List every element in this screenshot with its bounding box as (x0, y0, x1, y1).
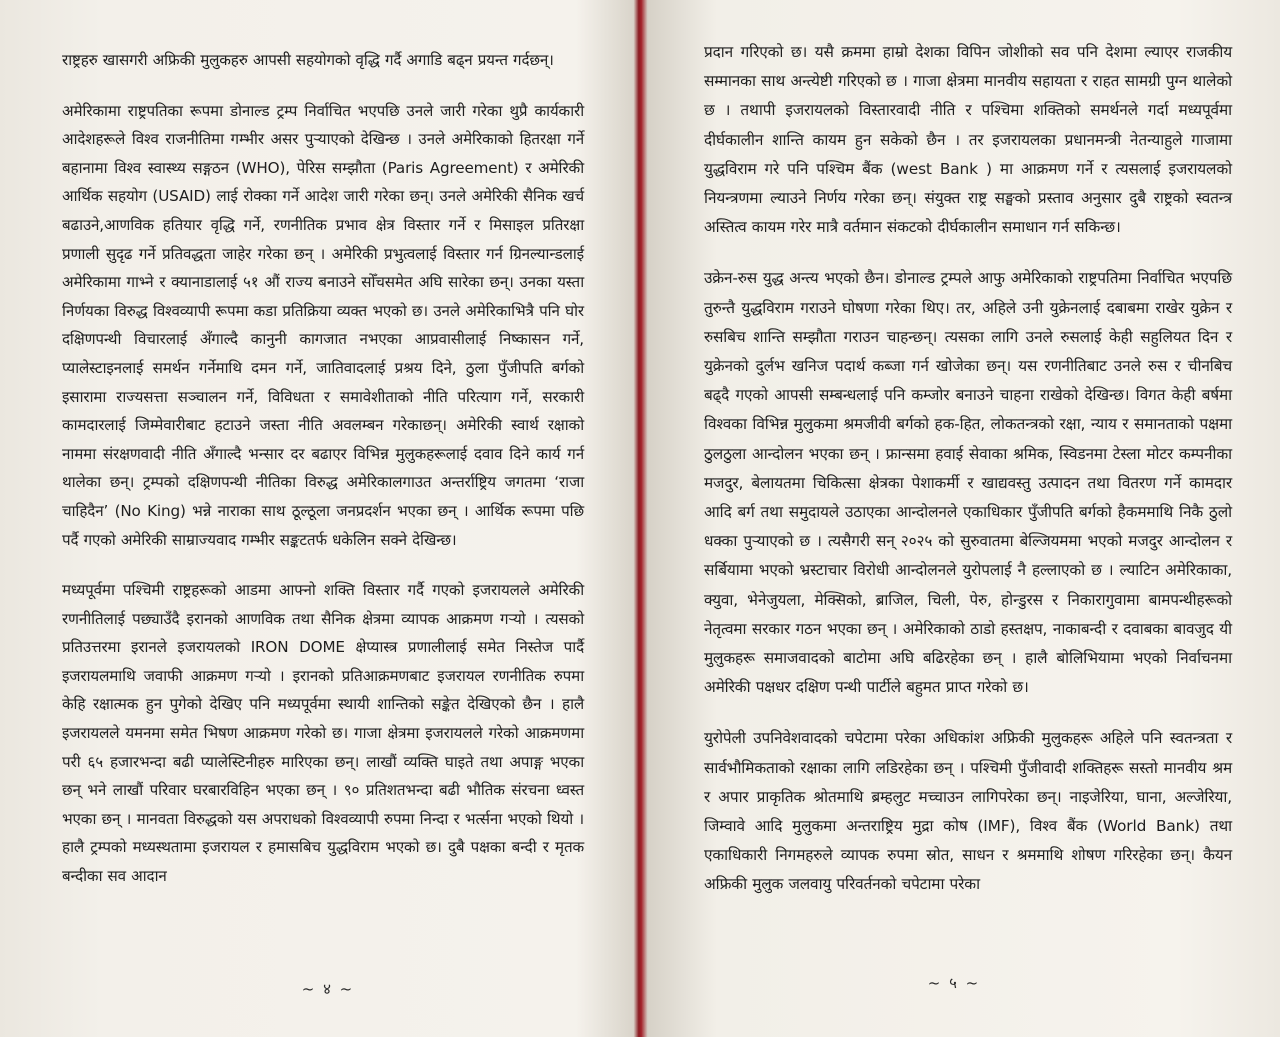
right-page-number: ~ ५ ~ (927, 974, 981, 992)
left-paragraph-3: मध्यपूर्वमा पश्चिमी राष्ट्रहरूको आडमा आफ्नो शक्ति विस्तार गर्दै गएको इजरायलले अमेरिकी रणनीतिलाई पछ्याउँदै इरानको आणविक तथा सैनिक क्षेत्रमा व्यापक आक्रमण गऱ्यो । त्यसको प्रतिउत्तरमा इरानले इजरायलको IRON DOME क्षेप्यास्त्र प्रणालीलाई समेत निस्तेज पार्दै इजरायलमाथि जवाफी आक्रमण गऱ्यो । इरानको प्रतिआक्रमणबाट इजरायल रणनीतिक रुपमा केहि रक्षात्मक हुन पुगेको देखिए पनि मध्यपूर्वमा स्थायी शान्तिको सङ्केत देखिएको छैन । हालै इजरायलले यमनमा समेत भिषण आक्रमण गरेको छ। गाजा क्षेत्रमा इजरायलले गरेको आक्रमणमा परी ६५ हजारभन्दा बढी प्यालेस्टिनीहरु मारिएका छन्। लाखौं व्यक्ति घाइते तथा अपाङ्ग भएका छन् भने लाखौं परिवार घरबारविहिन भएका छन् । ९० प्रतिशतभन्दा बढी भौतिक संरचना ध्वस्त भएका छन् । मानवता विरुद्धको यस अपराधको विश्वव्यापी रुपमा निन्दा र भर्त्सना भएको थियो । हालै ट्रम्पको मध्यस्थतामा इजरायल र हमासबिच युद्धविराम भएको छ। दुबै पक्षका बन्दी र मृतक बन्दीका सव आदान (62, 581, 584, 886)
right-paragraph-3: युरोपेली उपनिवेशवादको चपेटामा परेका अधिकांश अफ्रिकी मुलुकहरू अहिले पनि स्वतन्त्रता र सार्वभौमिकताको रक्षाका लागि लडिरहेका छन् । पश्चिमी पुँजीवादी शक्तिहरू सस्तो मानवीय श्रम र अपार प्राकृतिक श्रोतमाथि ब्रम्हलुट मच्चाउन लागिपरेका छन्। नाइजेरिया, घाना, अल्जेरिया, जिम्वावे आदि मुलुकमा अन्तराष्ट्रिय मुद्रा कोष (IMF), विश्व बैंक (World Bank) तथा एकाधिकारी निगमहरुले व्यापक रुपमा स्रोत, साधन र श्रममाथि शोषण गरिरहेका छन्। कैयन अफ्रिकी मुलुक जलवायु परिवर्तनको चपेटामा परेका (704, 729, 1232, 894)
left-paragraph-1: राष्ट्रहरु खासगरी अफ्रिकी मुलुकहरु आपसी सहयोगको वृद्धि गर्दै अगाडि बढ्न प्रयन्त गर्दछन्। (62, 51, 554, 69)
right-paragraph-1: प्रदान गरिएको छ। यसै क्रममा हाम्रो देशका विपिन जोशीको सव पनि देशमा ल्याएर राजकीय सम्मानका साथ अन्त्येष्टी गरिएको छ । गाजा क्षेत्रमा मानवीय सहायता र राहत सामग्री पुग्न थालेको छ । तथापी इजरायलको विस्तारवादी नीति र पश्चिमा शक्तिको समर्थनले गर्दा मध्यपूर्वमा दीर्घकालीन शान्ति कायम हुन सकेको छैन । तर इजरायलका प्रधानमन्त्री नेतन्याहुले गाजामा युद्धविराम गरे पनि पश्चिम बैंक (west Bank ) मा आक्रमण गर्ने र त्यसलाई इजरायलको नियन्त्रणमा ल्याउने निर्णय गरेका छन्। संयुक्त राष्ट्र सङ्घको प्रस्ताव अनुसार दुबै राष्ट्रको स्वतन्त्र अस्तित्व कायम गरेर मात्रै वर्तमान संकटको दीर्घकालीन समाधान गर्न सकिन्छ। (704, 43, 1232, 237)
left-page-number: ~ ४ ~ (301, 980, 355, 998)
left-paragraph-2: अमेरिकामा राष्ट्रपतिका रूपमा डोनाल्ड ट्रम्प निर्वाचित भएपछि उनले जारी गरेका थुप्रै कार्यकारी आदेशहरूले विश्व राजनीतिमा गम्भीर असर पुऱ्याएको देखिन्छ । उनले अमेरिकाको हितरक्षा गर्ने बहानामा विश्व स्वास्थ्य सङ्गठन (WHO), पेरिस सम्झौता (Paris Agreement) र अमेरिकी आर्थिक सहयोग (USAID) लाई रोक्का गर्ने आदेश जारी गरेका छन्। उनले अमेरिकी सैनिक खर्च बढाउने,आणविक हतियार वृद्धि गर्ने, रणनीतिक प्रभाव क्षेत्र विस्तार गर्ने र मिसाइल प्रतिरक्षा प्रणाली सुदृढ गर्ने प्रतिवद्धता जाहेर गरेका छन् । अमेरिकी प्रभुत्वलाई विस्तार गर्न ग्रिनल्यान्डलाई अमेरिकामा गाभ्ने र क्यानाडालाई ५१ औं राज्य बनाउने सोँचसमेत अघि सारेका छन्। उनका यस्ता निर्णयका विरुद्ध विश्वव्यापी रूपमा कडा प्रतिक्रिया व्यक्त भएको छ। उनले अमेरिकाभित्रै पनि घोर दक्षिणपन्थी विचारलाई अँगाल्दै कानुनी कागजात नभएका आप्रवासीलाई निष्कासन गर्ने, प्यालेस्टाइनलाई समर्थन गर्नेमाथि दमन गर्ने, जातिवादलाई प्रश्रय दिने, ठुला पुँजीपति बर्गको इसारामा राज्यसत्ता सञ्चालन गर्ने, विविधता र समावेशीताको नीति परित्याग गर्ने, सरकारी कामदारलाई जिम्मेवारीबाट हटाउने जस्ता नीति अवलम्बन गरेकाछन्। अमेरिकी स्वार्थ रक्षाको नाममा संरक्षणवादी नीति अँगाल्दै भन्सार दर बढाएर विभिन्न मुलुकहरूलाई दवाव दिने कार्य गर्न थालेका छन्। ट्रम्पको दक्षिणपन्थी नीतिका विरुद्ध अमेरिकालगाउत अन्तर्राष्ट्रिय जगतमा ‘राजा चाहिदैन’ (No King) भन्ने नाराका साथ ठूल्ठूला जनप्रदर्शन भएका छन् । आर्थिक रूपमा पछि पर्दै गएको अमेरिकी साम्राज्यवाद गम्भीर सङ्कटतर्फ धकेलिन सक्ने देखिन्छ। (62, 101, 584, 549)
right-paragraph-2: उक्रेन-रुस युद्ध अन्त्य भएको छैन। डोनाल्ड ट्रम्पले आफु अमेरिकाको राष्ट्रपतिमा निर्वाचित भएपछि तुरुन्तै युद्धविराम गराउने घोषणा गरेका थिए। तर, अहिले उनी युक्रेनलाई दबाबमा राखेर युक्रेन र रुसबिच शान्ति सम्झौता गराउन चाहन्छन्। त्यसका लागि उनले रुसलाई केही सहुलियत दिन र युक्रेनको दुर्लभ खनिज पदार्थ कब्जा गर्न खोजेका छन्। यस रणनीतिबाट उनले रुस र चीनबिच बढ्दै गएको आपसी सम्बन्धलाई पनि कम्जोर बनाउने चाहना राखेको देखिन्छ। विगत केही बर्षमा विश्वका विभिन्न मुलुकमा श्रमजीवी बर्गको हक-हित, लोकतन्त्रको रक्षा, न्याय र समानताको पक्षमा ठुलठुला आन्दोलन भएका छन् । फ्रान्समा हवाई सेवाका श्रमिक, स्विडनमा टेस्ला मोटर कम्पनीका मजदुर, बेलायतमा चिकित्सा क्षेत्रका पेशाकर्मी र खाद्यवस्तु उत्पादन तथा वितरण गर्ने कामदार आदि बर्ग तथा समुदायले उठाएका आन्दोलनले एकाधिकार पुँजीपति बर्गको हैकममाथि निकै ठुलो धक्का पुऱ्याएको छ । त्यसैगरी सन् २०२५ को सुरुवातमा बेल्जियममा भएको मजदुर आन्दोलन र सर्बियामा भएको भ्रस्टाचार विरोधी आन्दोलनले युरोपलाई नै हल्लाएको छ । ल्याटिन अमेरिकाका, क्युवा, भेनेजुयला, मेक्सिको, ब्राजिल, चिली, पेरु, होन्डुरस र निकारागुवामा बामपन्थीहरूको नेतृत्वमा सरकार गठन भएका छन् । अमेरिकाको ठाडो हस्तक्षप, नाकाबन्दी र दवाबका बावजुद यी मुलुकहरू समाजवादको बाटोमा अघि बढिरहेका छन् । हालै बोलिभियामा भएको निर्वाचनमा अमेरिकी पक्षधर दक्षिण पन्थी पार्टीले बहुमत प्राप्त गरेको छ। (704, 269, 1232, 697)
right-page (648, 0, 1280, 1037)
left-page (0, 0, 636, 1037)
